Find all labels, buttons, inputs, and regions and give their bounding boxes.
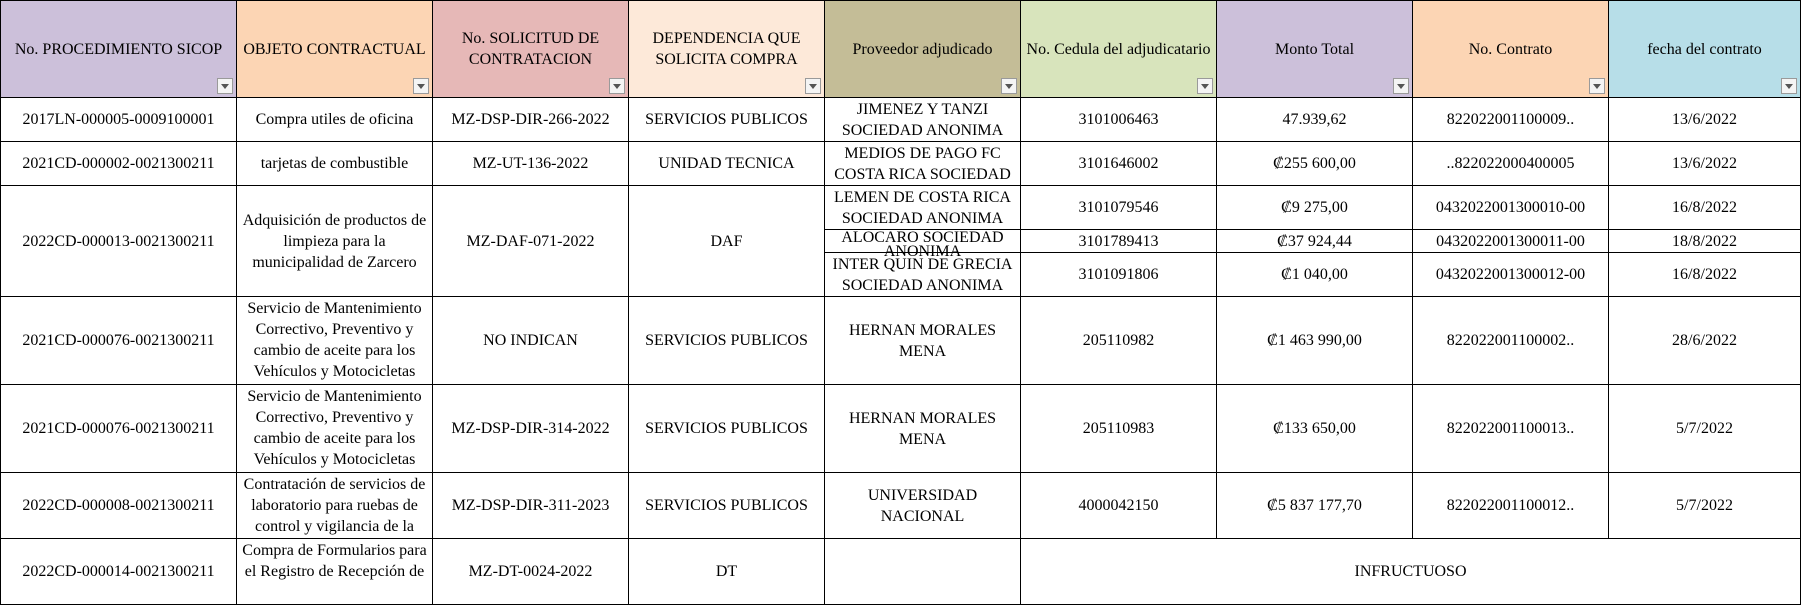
- cell-monto[interactable]: ₡1 040,00: [1217, 253, 1413, 297]
- cell-proveedor[interactable]: LEMEN DE COSTA RICA SOCIEDAD ANONIMA: [825, 186, 1021, 230]
- header-contrato-label: No. Contrato: [1468, 40, 1553, 58]
- cell-monto[interactable]: ₡9 275,00: [1217, 186, 1413, 230]
- cell-objeto-text: Servicio de Mantenimiento Correctivo, Preventivo y cambio de aceite para los Vehículos y Motocicletas: [247, 299, 422, 380]
- dropdown-arrow-icon[interactable]: [413, 78, 429, 94]
- dropdown-arrow-icon[interactable]: [609, 78, 625, 94]
- cell-solicitud[interactable]: MZ-DAF-071-2022: [433, 186, 629, 297]
- cell-contrato[interactable]: 822022001100002..: [1413, 297, 1609, 385]
- cell-dependencia[interactable]: SERVICIOS PUBLICOS: [629, 385, 825, 473]
- cell-contrato[interactable]: 822022001100009..: [1413, 98, 1609, 142]
- header-objeto-label: OBJETO CONTRACTUAL: [243, 40, 426, 58]
- cell-solicitud[interactable]: NO INDICAN: [433, 297, 629, 385]
- cell-proveedor-text: ALOCARO SOCIEDAD ANONIMA: [841, 229, 1004, 260]
- cell-contrato[interactable]: 0432022001300011-00: [1413, 230, 1609, 253]
- cell-objeto[interactable]: [237, 385, 433, 473]
- cell-dependencia[interactable]: SERVICIOS PUBLICOS: [629, 297, 825, 385]
- cell-cedula[interactable]: 3101646002: [1021, 142, 1217, 186]
- dropdown-arrow-icon[interactable]: [1197, 78, 1213, 94]
- cell-proveedor[interactable]: MEDIOS DE PAGO FC COSTA RICA SOCIEDAD: [825, 142, 1021, 186]
- cell-solicitud[interactable]: MZ-DT-0024-2022: [433, 539, 629, 605]
- cell-dependencia[interactable]: DAF: [629, 186, 825, 297]
- cell-sicop[interactable]: 2022CD-000008-0021300211: [1, 473, 237, 539]
- cell-monto[interactable]: ₡5 837 177,70: [1217, 473, 1413, 539]
- table-row: [1, 473, 1801, 539]
- table-row: [1, 142, 1801, 186]
- cell-proveedor[interactable]: [825, 539, 1021, 605]
- cell-dependencia[interactable]: SERVICIOS PUBLICOS: [629, 473, 825, 539]
- cell-objeto-text: Servicio de Mantenimiento Correctivo, Preventivo y cambio de aceite para los Vehículos y Motocicletas: [247, 387, 422, 468]
- cell-sicop[interactable]: 2021CD-000002-0021300211: [1, 142, 237, 186]
- cell-objeto[interactable]: tarjetas de combustible: [237, 142, 433, 186]
- cell-solicitud[interactable]: MZ-DSP-DIR-314-2022: [433, 385, 629, 473]
- header-fecha: [1609, 1, 1801, 98]
- dropdown-arrow-icon[interactable]: [1781, 78, 1797, 94]
- header-cedula-label: No. Cedula del adjudicatario: [1026, 40, 1211, 58]
- cell-fecha[interactable]: 16/8/2022: [1609, 186, 1801, 230]
- cell-monto[interactable]: ₡255 600,00: [1217, 142, 1413, 186]
- cell-fecha[interactable]: 5/7/2022: [1609, 385, 1801, 473]
- cell-merged-note[interactable]: INFRUCTUOSO: [1021, 539, 1801, 605]
- header-dependencia-label: DEPENDENCIA QUE SOLICITA COMPRA: [652, 30, 801, 68]
- header-contrato: [1413, 1, 1609, 98]
- cell-fecha[interactable]: 13/6/2022: [1609, 142, 1801, 186]
- cell-contrato[interactable]: 0432022001300010-00: [1413, 186, 1609, 230]
- cell-cedula[interactable]: 4000042150: [1021, 473, 1217, 539]
- cell-sicop[interactable]: 2017LN-000005-0009100001: [1, 98, 237, 142]
- cell-cedula[interactable]: 3101789413: [1021, 230, 1217, 253]
- table-row: [1, 98, 1801, 142]
- cell-proveedor[interactable]: JIMENEZ Y TANZI SOCIEDAD ANONIMA: [825, 98, 1021, 142]
- cell-monto[interactable]: ₡1 463 990,00: [1217, 297, 1413, 385]
- cell-objeto[interactable]: [237, 473, 433, 539]
- cell-proveedor[interactable]: [825, 229, 1021, 260]
- cell-dependencia[interactable]: UNIDAD TECNICA: [629, 142, 825, 186]
- cell-objeto[interactable]: Compra utiles de oficina: [237, 98, 433, 142]
- header-objeto: [237, 1, 433, 98]
- cell-sicop[interactable]: 2021CD-000076-0021300211: [1, 297, 237, 385]
- header-sicop: [1, 1, 237, 98]
- header-dependencia: [629, 1, 825, 98]
- table-row: [1, 186, 1801, 230]
- cell-dependencia[interactable]: SERVICIOS PUBLICOS: [629, 98, 825, 142]
- cell-proveedor[interactable]: UNIVERSIDAD NACIONAL: [825, 473, 1021, 539]
- cell-objeto-text: Contratación de servicios de laboratorio para ruebas de control y vigilancia de la: [243, 475, 426, 535]
- table-row: [1, 539, 1801, 605]
- cell-solicitud[interactable]: MZ-UT-136-2022: [433, 142, 629, 186]
- cell-cedula[interactable]: 3101091806: [1021, 253, 1217, 297]
- cell-fecha[interactable]: 5/7/2022: [1609, 473, 1801, 539]
- header-proveedor-label: Proveedor adjudicado: [852, 40, 993, 58]
- cell-objeto[interactable]: Adquisición de productos de limpieza para la municipalidad de Zarcero: [237, 186, 433, 297]
- cell-monto[interactable]: ₡133 650,00: [1217, 385, 1413, 473]
- cell-dependencia[interactable]: DT: [629, 539, 825, 605]
- cell-cedula[interactable]: 205110983: [1021, 385, 1217, 473]
- table-row: [1, 385, 1801, 473]
- header-solicitud-label: No. SOLICITUD DE CONTRATACION: [461, 30, 600, 68]
- cell-sicop[interactable]: 2022CD-000013-0021300211: [1, 186, 237, 297]
- cell-monto[interactable]: ₡37 924,44: [1217, 230, 1413, 253]
- cell-objeto[interactable]: [237, 539, 433, 605]
- header-cedula: [1021, 1, 1217, 98]
- cell-solicitud[interactable]: MZ-DSP-DIR-311-2023: [433, 473, 629, 539]
- header-row: [1, 1, 1801, 98]
- cell-proveedor[interactable]: INTER QUIN DE GRECIA SOCIEDAD ANONIMA: [825, 253, 1021, 297]
- cell-contrato[interactable]: ..822022000400005: [1413, 142, 1609, 186]
- cell-sicop[interactable]: 2021CD-000076-0021300211: [1, 385, 237, 473]
- header-monto-label: Monto Total: [1274, 40, 1355, 58]
- cell-sicop[interactable]: 2022CD-000014-0021300211: [1, 539, 237, 605]
- cell-objeto[interactable]: [237, 297, 433, 385]
- cell-fecha[interactable]: 16/8/2022: [1609, 253, 1801, 297]
- cell-contrato[interactable]: 0432022001300012-00: [1413, 253, 1609, 297]
- cell-objeto-text: Compra de Formularios para el Registro de Recepción de: [242, 541, 427, 580]
- cell-proveedor[interactable]: HERNAN MORALES MENA: [825, 385, 1021, 473]
- cell-fecha[interactable]: 13/6/2022: [1609, 98, 1801, 142]
- cell-fecha[interactable]: 18/8/2022: [1609, 230, 1801, 253]
- cell-cedula[interactable]: 3101006463: [1021, 98, 1217, 142]
- cell-monto[interactable]: 47.939,62: [1217, 98, 1413, 142]
- dropdown-arrow-icon[interactable]: [1393, 78, 1409, 94]
- cell-cedula[interactable]: 3101079546: [1021, 186, 1217, 230]
- header-proveedor: [825, 1, 1021, 98]
- cell-solicitud[interactable]: MZ-DSP-DIR-266-2022: [433, 98, 629, 142]
- dropdown-arrow-icon[interactable]: [805, 78, 821, 94]
- cell-fecha[interactable]: 28/6/2022: [1609, 297, 1801, 385]
- cell-contrato[interactable]: 822022001100013..: [1413, 385, 1609, 473]
- cell-contrato[interactable]: 822022001100012..: [1413, 473, 1609, 539]
- cell-cedula[interactable]: 205110982: [1021, 297, 1217, 385]
- dropdown-arrow-icon[interactable]: [217, 78, 233, 94]
- dropdown-arrow-icon[interactable]: [1589, 78, 1605, 94]
- header-sicop-label: No. PROCEDIMIENTO SICOP: [14, 40, 223, 58]
- header-fecha-label: fecha del contrato: [1647, 40, 1762, 58]
- header-monto: [1217, 1, 1413, 98]
- table-row: [1, 297, 1801, 385]
- dropdown-arrow-icon[interactable]: [1001, 78, 1017, 94]
- cell-proveedor[interactable]: HERNAN MORALES MENA: [825, 297, 1021, 385]
- header-solicitud: [433, 1, 629, 98]
